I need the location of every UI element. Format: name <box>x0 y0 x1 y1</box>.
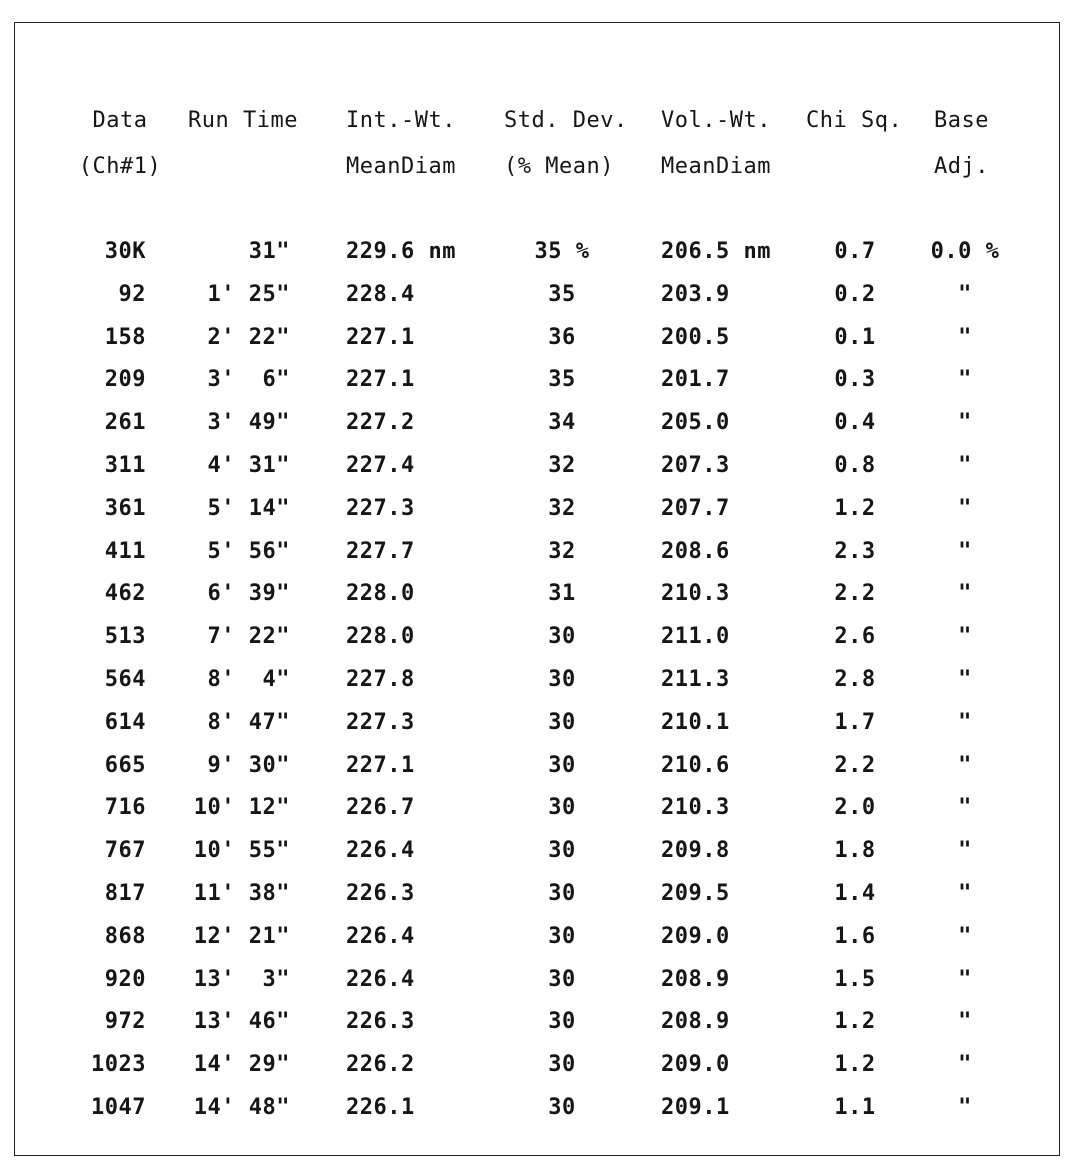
table-cell-chi-sq-col: 0.8 <box>834 453 876 478</box>
table-cell-std-dev-col: 31 <box>548 581 576 607</box>
table-cell-vol-wt-col: 211.3 <box>661 667 730 692</box>
table-cell-vol-wt-col: 210.3 <box>661 581 730 607</box>
table-cell-int-wt-col: 227.1 <box>346 367 415 393</box>
table-cell-run-time-col: 3' 6" <box>207 367 290 393</box>
table-cell-std-dev-col: 30 <box>548 966 576 992</box>
table-cell-vol-wt-col: 200.5 <box>661 324 730 350</box>
std-dev-col-header-2: (% Mean) <box>504 154 614 179</box>
table-cell-base-adj-col: " <box>958 709 972 735</box>
table-cell-vol-wt-col: 207.3 <box>661 453 730 478</box>
table-cell-data-col: 716 <box>104 795 146 821</box>
table-cell-chi-sq-col: 0.1 <box>834 324 876 350</box>
table-cell-std-dev-col: 30 <box>548 1095 576 1120</box>
base-adj-col-header-1: Base <box>934 108 989 133</box>
table-cell-base-adj-col: " <box>958 1052 972 1078</box>
table-cell-data-col: 209 <box>104 367 146 393</box>
table-cell-chi-sq-col: 2.0 <box>834 795 876 821</box>
table-cell-base-adj-col: " <box>958 538 972 564</box>
table-cell-chi-sq-col: 1.4 <box>834 881 876 906</box>
table-cell-data-col: 462 <box>104 581 146 607</box>
table-cell-int-wt-col: 227.8 <box>346 667 415 692</box>
table-cell-data-col: 665 <box>104 752 146 778</box>
table-cell-vol-wt-col: 201.7 <box>661 367 730 393</box>
table-cell-std-dev-col: 30 <box>548 752 576 778</box>
table-cell-std-dev-col: 30 <box>548 709 576 735</box>
table-cell-int-wt-col: 227.4 <box>346 453 415 478</box>
table-cell-std-dev-col: 32 <box>548 538 576 564</box>
table-cell-vol-wt-col: 209.1 <box>661 1095 730 1120</box>
run-time-col-header-1: Run Time <box>188 108 298 133</box>
table-cell-run-time-col: 6' 39" <box>207 581 290 607</box>
table-cell-run-time-col: 8' 47" <box>207 709 290 735</box>
chi-sq-col-header-1: Chi Sq. <box>806 108 903 133</box>
table-cell-int-wt-col: 226.2 <box>346 1052 415 1078</box>
table-cell-base-adj-col: " <box>958 495 972 521</box>
table-cell-base-adj-col: " <box>958 281 972 307</box>
table-cell-vol-wt-col: 208.9 <box>661 966 730 992</box>
table-cell-run-time-col: 4' 31" <box>207 453 290 478</box>
table-cell-data-col: 767 <box>104 838 146 864</box>
table-cell-run-time-col: 7' 22" <box>207 624 290 650</box>
table-cell-chi-sq-col: 1.2 <box>834 495 876 521</box>
table-cell-base-adj-col: " <box>958 367 972 393</box>
table-cell-data-col: 92 <box>118 281 146 307</box>
table-cell-data-col: 920 <box>104 966 146 992</box>
table-cell-chi-sq-col: 1.2 <box>834 1009 876 1035</box>
int-wt-col-header-1: Int.-Wt. <box>346 108 456 133</box>
table-cell-vol-wt-col: 208.6 <box>661 538 730 564</box>
table-cell-run-time-col: 1' 25" <box>207 281 290 307</box>
table-cell-chi-sq-col: 2.3 <box>834 538 876 564</box>
table-cell-run-time-col: 3' 49" <box>207 410 290 436</box>
table-cell-std-dev-col: 30 <box>548 923 576 949</box>
table-cell-run-time-col: 8' 4" <box>207 667 290 692</box>
table-cell-data-col: 261 <box>104 410 146 436</box>
table-cell-base-adj-col: " <box>958 1009 972 1035</box>
table-cell-vol-wt-col: 209.8 <box>661 838 730 864</box>
table-cell-chi-sq-col: 1.8 <box>834 838 876 864</box>
table-cell-run-time-col: 5' 56" <box>207 538 290 564</box>
table-cell-int-wt-col: 228.4 <box>346 281 415 307</box>
table-cell-std-dev-col: 34 <box>548 410 576 436</box>
table-cell-vol-wt-col: 209.0 <box>661 1052 730 1078</box>
table-cell-chi-sq-col: 1.6 <box>834 923 876 949</box>
table-cell-base-adj-col: " <box>958 838 972 864</box>
table-cell-base-adj-col: " <box>958 453 972 478</box>
table-cell-chi-sq-col: 0.2 <box>834 281 876 307</box>
table-cell-int-wt-col: 227.1 <box>346 752 415 778</box>
table-cell-int-wt-col: 226.3 <box>346 1009 415 1035</box>
table-cell-run-time-col: 14' 29" <box>193 1052 290 1078</box>
table-cell-vol-wt-col: 211.0 <box>661 624 730 650</box>
table-cell-run-time-col: 10' 55" <box>193 838 290 864</box>
table-cell-run-time-col: 14' 48" <box>193 1095 290 1120</box>
table-cell-std-dev-col: 32 <box>548 495 576 521</box>
vol-wt-col-header-2: MeanDiam <box>661 154 771 179</box>
table-cell-base-adj-col: " <box>958 923 972 949</box>
table-cell-data-col: 972 <box>104 1009 146 1035</box>
table-cell-data-col: 513 <box>104 624 146 650</box>
table-cell-data-col: 30K <box>104 239 146 264</box>
table-cell-std-dev-col: 35 % <box>534 239 590 264</box>
table-cell-run-time-col: 9' 30" <box>207 752 290 778</box>
table-cell-int-wt-col: 227.7 <box>346 538 415 564</box>
table-cell-std-dev-col: 30 <box>548 624 576 650</box>
table-cell-std-dev-col: 30 <box>548 881 576 906</box>
table-cell-base-adj-col: " <box>958 410 972 436</box>
table-cell-run-time-col: 13' 46" <box>193 1009 290 1035</box>
table-cell-run-time-col: 2' 22" <box>207 324 290 350</box>
table-cell-std-dev-col: 30 <box>548 1052 576 1078</box>
table-cell-run-time-col: 10' 12" <box>193 795 290 821</box>
table-cell-int-wt-col: 226.1 <box>346 1095 415 1120</box>
table-cell-data-col: 1023 <box>91 1052 146 1078</box>
table-cell-vol-wt-col: 210.6 <box>661 752 730 778</box>
table-cell-run-time-col: 12' 21" <box>193 923 290 949</box>
table-cell-base-adj-col: 0.0 % <box>930 239 1000 264</box>
table-cell-base-adj-col: " <box>958 581 972 607</box>
table-cell-int-wt-col: 229.6 nm <box>346 239 456 264</box>
table-cell-base-adj-col: " <box>958 966 972 992</box>
table-cell-base-adj-col: " <box>958 667 972 692</box>
table-cell-base-adj-col: " <box>958 324 972 350</box>
table-cell-chi-sq-col: 2.6 <box>834 624 876 650</box>
table-cell-data-col: 614 <box>104 709 146 735</box>
table-cell-chi-sq-col: 1.1 <box>834 1095 876 1120</box>
table-cell-vol-wt-col: 206.5 nm <box>661 239 771 264</box>
table-cell-int-wt-col: 227.3 <box>346 709 415 735</box>
table-cell-std-dev-col: 35 <box>548 367 576 393</box>
table-cell-data-col: 411 <box>104 538 146 564</box>
base-adj-col-header-2: Adj. <box>934 154 989 179</box>
table-cell-data-col: 311 <box>104 453 146 478</box>
table-cell-int-wt-col: 226.4 <box>346 838 415 864</box>
table-cell-data-col: 1047 <box>91 1095 146 1120</box>
table-cell-chi-sq-col: 1.7 <box>834 709 876 735</box>
table-cell-vol-wt-col: 208.9 <box>661 1009 730 1035</box>
table-cell-vol-wt-col: 209.5 <box>661 881 730 906</box>
data-col-header-1: Data <box>92 108 148 133</box>
table-cell-int-wt-col: 226.4 <box>346 966 415 992</box>
table-cell-run-time-col: 5' 14" <box>207 495 290 521</box>
table-cell-chi-sq-col: 2.8 <box>834 667 876 692</box>
vol-wt-col-header-1: Vol.-Wt. <box>661 108 771 133</box>
table-cell-chi-sq-col: 2.2 <box>834 752 876 778</box>
table-cell-int-wt-col: 227.3 <box>346 495 415 521</box>
table-cell-int-wt-col: 228.0 <box>346 581 415 607</box>
table-cell-vol-wt-col: 207.7 <box>661 495 730 521</box>
table-cell-std-dev-col: 36 <box>548 324 576 350</box>
table-cell-vol-wt-col: 210.3 <box>661 795 730 821</box>
int-wt-col-header-2: MeanDiam <box>346 154 456 179</box>
table-cell-std-dev-col: 32 <box>548 453 576 478</box>
table-cell-data-col: 868 <box>104 923 146 949</box>
table-cell-int-wt-col: 226.4 <box>346 923 415 949</box>
table-cell-run-time-col: 31" <box>248 239 290 264</box>
table-cell-chi-sq-col: 0.4 <box>834 410 876 436</box>
table-cell-int-wt-col: 226.7 <box>346 795 415 821</box>
table-cell-data-col: 564 <box>104 667 146 692</box>
data-col-header-2: (Ch#1) <box>78 154 162 179</box>
table-cell-base-adj-col: " <box>958 752 972 778</box>
table-cell-vol-wt-col: 203.9 <box>661 281 730 307</box>
table-cell-data-col: 361 <box>104 495 146 521</box>
table-cell-std-dev-col: 30 <box>548 1009 576 1035</box>
table-cell-int-wt-col: 227.1 <box>346 324 415 350</box>
table-cell-base-adj-col: " <box>958 881 972 906</box>
table-cell-std-dev-col: 35 <box>548 281 576 307</box>
table-cell-int-wt-col: 228.0 <box>346 624 415 650</box>
table-cell-base-adj-col: " <box>958 624 972 650</box>
table-cell-std-dev-col: 30 <box>548 838 576 864</box>
table-cell-std-dev-col: 30 <box>548 795 576 821</box>
table-cell-chi-sq-col: 0.7 <box>834 239 876 264</box>
table-cell-run-time-col: 11' 38" <box>193 881 290 906</box>
table-cell-data-col: 817 <box>104 881 146 906</box>
table-cell-vol-wt-col: 210.1 <box>661 709 730 735</box>
table-cell-chi-sq-col: 1.5 <box>834 966 876 992</box>
table-cell-std-dev-col: 30 <box>548 667 576 692</box>
table-cell-chi-sq-col: 1.2 <box>834 1052 876 1078</box>
table-cell-run-time-col: 13' 3" <box>193 966 290 992</box>
table-cell-int-wt-col: 227.2 <box>346 410 415 436</box>
table-cell-chi-sq-col: 2.2 <box>834 581 876 607</box>
table-cell-int-wt-col: 226.3 <box>346 881 415 906</box>
table-cell-vol-wt-col: 209.0 <box>661 923 730 949</box>
table-cell-base-adj-col: " <box>958 795 972 821</box>
table-cell-base-adj-col: " <box>958 1095 972 1120</box>
table-cell-data-col: 158 <box>104 324 146 350</box>
table-cell-vol-wt-col: 205.0 <box>661 410 730 436</box>
std-dev-col-header-1: Std. Dev. <box>504 108 628 133</box>
table-cell-chi-sq-col: 0.3 <box>834 367 876 393</box>
